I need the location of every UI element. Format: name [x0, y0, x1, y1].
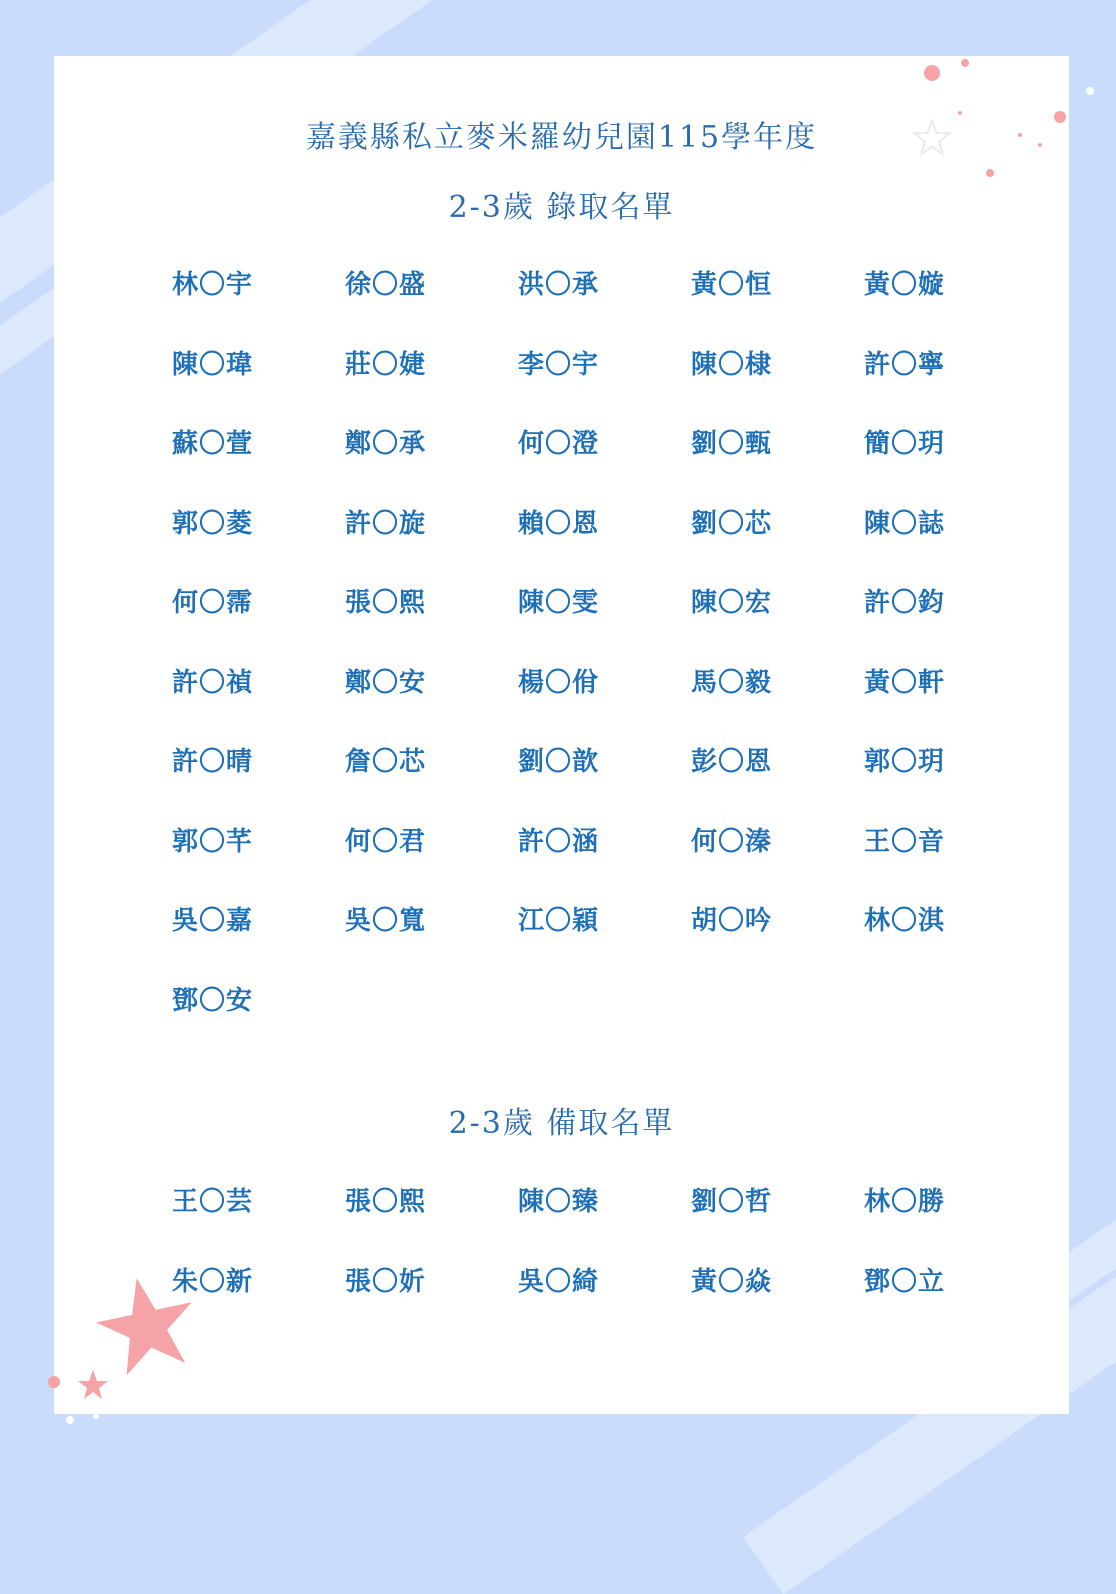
waitlist-name-item: 黃〇焱: [691, 1266, 773, 1297]
admitted-name-item: 李〇宇: [518, 349, 600, 380]
admitted-heading: 2-3歲 錄取名單: [448, 190, 675, 225]
admitted-name-item: 吳〇嘉: [172, 906, 254, 936]
admitted-name-item: 張〇熙: [345, 588, 427, 618]
document-title: 嘉義縣私立麥米羅幼兒園115學年度: [305, 120, 818, 155]
admitted-name-item: 蘇〇萱: [172, 429, 254, 459]
admitted-name-item: 鄭〇安: [345, 667, 427, 698]
document-page: [54, 56, 1069, 1414]
admitted-name-item: 何〇澄: [518, 429, 600, 459]
admitted-name-item: 郭〇菱: [172, 508, 254, 539]
admitted-name-item: 陳〇瑋: [172, 349, 254, 380]
dot-icon: [1018, 133, 1022, 137]
waitlist-name-item: 張〇妡: [345, 1266, 427, 1297]
waitlist-name-item: 朱〇新: [172, 1266, 254, 1297]
star-icon: [92, 1272, 202, 1379]
dot-icon: [66, 1416, 74, 1424]
admitted-name-item: 楊〇佾: [518, 667, 600, 698]
admitted-name-item: 洪〇承: [518, 270, 600, 300]
dot-icon: [48, 1376, 60, 1388]
admitted-name-item: 劉〇歆: [518, 747, 600, 777]
admitted-name-item: 鄧〇安: [172, 985, 254, 1016]
admitted-name-item: 胡〇吟: [691, 906, 773, 936]
admitted-list: [172, 264, 1042, 1059]
waitlist-name-item: 劉〇哲: [691, 1187, 773, 1217]
admitted-name-item: 林〇宇: [172, 270, 254, 300]
dot-icon: [986, 169, 994, 177]
admitted-name-item: 鄭〇承: [345, 429, 427, 459]
admitted-name-item: 陳〇棣: [691, 349, 773, 380]
admitted-name-item: 彭〇恩: [691, 747, 773, 777]
dot-icon: [1054, 111, 1066, 123]
admitted-name-item: 許〇涵: [518, 826, 600, 857]
dot-icon: [1038, 143, 1042, 147]
admitted-name-item: 劉〇甄: [691, 429, 773, 459]
admitted-name-item: 簡〇玥: [864, 429, 946, 459]
admitted-name-item: 黃〇恒: [691, 270, 773, 300]
admitted-name-item: 陳〇雯: [518, 588, 600, 618]
admitted-name-item: 許〇晴: [172, 747, 254, 777]
admitted-name-item: 許〇鈞: [864, 588, 946, 618]
dot-icon: [958, 111, 962, 115]
admitted-name-item: 徐〇盛: [345, 270, 427, 300]
admitted-name-item: 劉〇芯: [691, 508, 773, 539]
admitted-name-item: 馬〇毅: [691, 667, 773, 698]
waitlist-name-item: 張〇熙: [345, 1187, 427, 1217]
admitted-name-item: 賴〇恩: [518, 508, 600, 539]
admitted-name-item: 何〇溱: [691, 826, 773, 857]
admitted-name-item: 黃〇嫙: [864, 270, 946, 300]
dots-decoration: [900, 55, 1100, 185]
admitted-name-item: 陳〇宏: [691, 588, 773, 618]
admitted-name-item: 莊〇婕: [345, 349, 427, 380]
waitlist-name-item: 林〇勝: [864, 1187, 946, 1217]
admitted-name-item: 林〇淇: [864, 906, 946, 936]
star-decoration-large: [92, 1272, 202, 1382]
dots-decoration-bottom: [40, 1370, 160, 1430]
waitlist-name-item: 陳〇臻: [518, 1187, 600, 1217]
admitted-name-item: 黃〇軒: [864, 667, 946, 698]
waitlist-list: [172, 1181, 1042, 1340]
admitted-name-item: 郭〇芊: [172, 826, 254, 857]
admitted-name-item: 許〇寧: [864, 349, 946, 380]
admitted-name-item: 何〇霈: [172, 588, 254, 618]
admitted-name-item: 詹〇芯: [345, 747, 427, 777]
dot-icon: [93, 1413, 99, 1419]
admitted-name-item: 郭〇玥: [864, 747, 946, 777]
waitlist-name-item: 王〇芸: [172, 1187, 254, 1217]
dot-icon: [1086, 87, 1094, 95]
admitted-name-item: 王〇音: [864, 826, 946, 857]
admitted-name-item: 吳〇寬: [345, 906, 427, 936]
waitlist-heading: 2-3歲 備取名單: [448, 1106, 675, 1141]
waitlist-name-item: 吳〇綺: [518, 1266, 600, 1297]
dot-icon: [961, 59, 969, 67]
admitted-name-item: 陳〇誌: [864, 508, 946, 539]
dot-icon: [924, 65, 940, 81]
waitlist-name-item: 鄧〇立: [864, 1266, 946, 1297]
admitted-name-item: 何〇君: [345, 826, 427, 857]
admitted-name-item: 許〇禎: [172, 667, 254, 698]
admitted-name-item: 江〇穎: [518, 906, 600, 936]
admitted-name-item: 許〇旋: [345, 508, 427, 539]
